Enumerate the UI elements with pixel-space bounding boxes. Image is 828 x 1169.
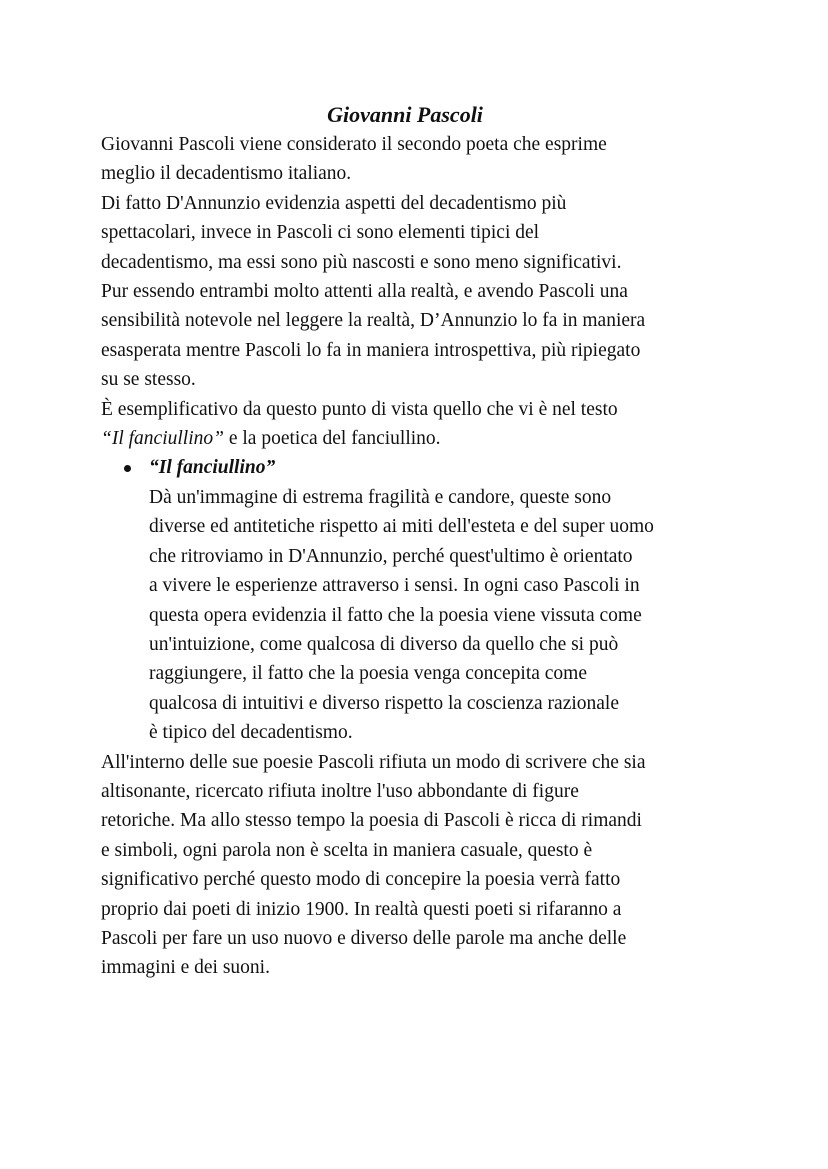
- text-line: su se stesso.: [101, 369, 196, 391]
- intro-paragraph: [101, 130, 741, 453]
- text-line: un'intuizione, come qualcosa di diverso da quello che si può: [149, 633, 619, 655]
- work-title-italic: “Il fanciullino”: [101, 428, 224, 450]
- closing-paragraph: [101, 748, 741, 983]
- text-line: Pascoli per fare un uso nuovo e diverso delle parole ma anche delle: [101, 927, 627, 949]
- text-line: proprio dai poeti di inizio 1900. In realtà questi poeti si rifaranno a: [101, 898, 622, 920]
- text-line: meglio il decadentismo italiano.: [101, 163, 352, 185]
- text-line: questa opera evidenzia il fatto che la poesia viene vissuta come: [149, 604, 642, 626]
- text-line: raggiungere, il fatto che la poesia venga concepita come: [149, 663, 588, 685]
- text-line: esasperata mentre Pascoli lo fa in maniera introspettiva, più ripiegato: [101, 339, 641, 361]
- text-line: sensibilità notevole nel leggere la realtà, D’Annunzio lo fa in maniera: [101, 310, 646, 332]
- bullet-item: [101, 453, 741, 747]
- text-line: e simboli, ogni parola non è scelta in maniera casuale, questo è: [101, 839, 593, 861]
- page-title: Giovanni Pascoli: [327, 102, 483, 127]
- text-line: a vivere le esperienze attraverso i sensi. In ogni caso Pascoli in: [149, 575, 640, 597]
- bullet-dot-icon: [124, 465, 131, 472]
- text-line: spettacolari, invece in Pascoli ci sono elementi tipici del: [101, 222, 540, 244]
- text-line: retoriche. Ma allo stesso tempo la poesia di Pascoli è ricca di rimandi: [101, 810, 642, 832]
- text-line: decadentismo, ma essi sono più nascosti e sono meno significativi.: [101, 251, 622, 273]
- text-line: immagini e dei suoni.: [101, 957, 270, 979]
- text-line: Giovanni Pascoli viene considerato il secondo poeta che esprime: [101, 134, 607, 155]
- text-line: Pur essendo entrambi molto attenti alla realtà, e avendo Pascoli una: [101, 281, 628, 303]
- text-line: Di fatto D'Annunzio evidenzia aspetti del decadentismo più: [101, 192, 567, 214]
- text-line: All'interno delle sue poesie Pascoli rifiuta un modo di scrivere che sia: [101, 751, 646, 773]
- text-span: e la poetica del fanciullino.: [223, 428, 441, 450]
- text-line: altisonante, ricercato rifiuta inoltre l'uso abbondante di figure: [101, 780, 579, 802]
- document-page: [101, 100, 741, 983]
- text-line: Dà un'immagine di estrema fragilità e candore, queste sono: [149, 486, 612, 508]
- bullet-title: “Il fanciullino”: [149, 457, 276, 479]
- text-line: significativo perché questo modo di concepire la poesia verrà fatto: [101, 869, 621, 891]
- text-line: diverse ed antitetiche rispetto ai miti dell'esteta e del super uomo: [149, 516, 654, 538]
- text-line: [101, 424, 741, 453]
- text-line: qualcosa di intuitivi e diverso rispetto la coscienza razionale: [149, 692, 619, 714]
- text-line: È esemplificativo da questo punto di vista quello che vi è nel testo: [101, 398, 618, 420]
- text-line: che ritroviamo in D'Annunzio, perché quest'ultimo è orientato: [149, 545, 633, 567]
- text-line: è tipico del decadentismo.: [149, 722, 353, 744]
